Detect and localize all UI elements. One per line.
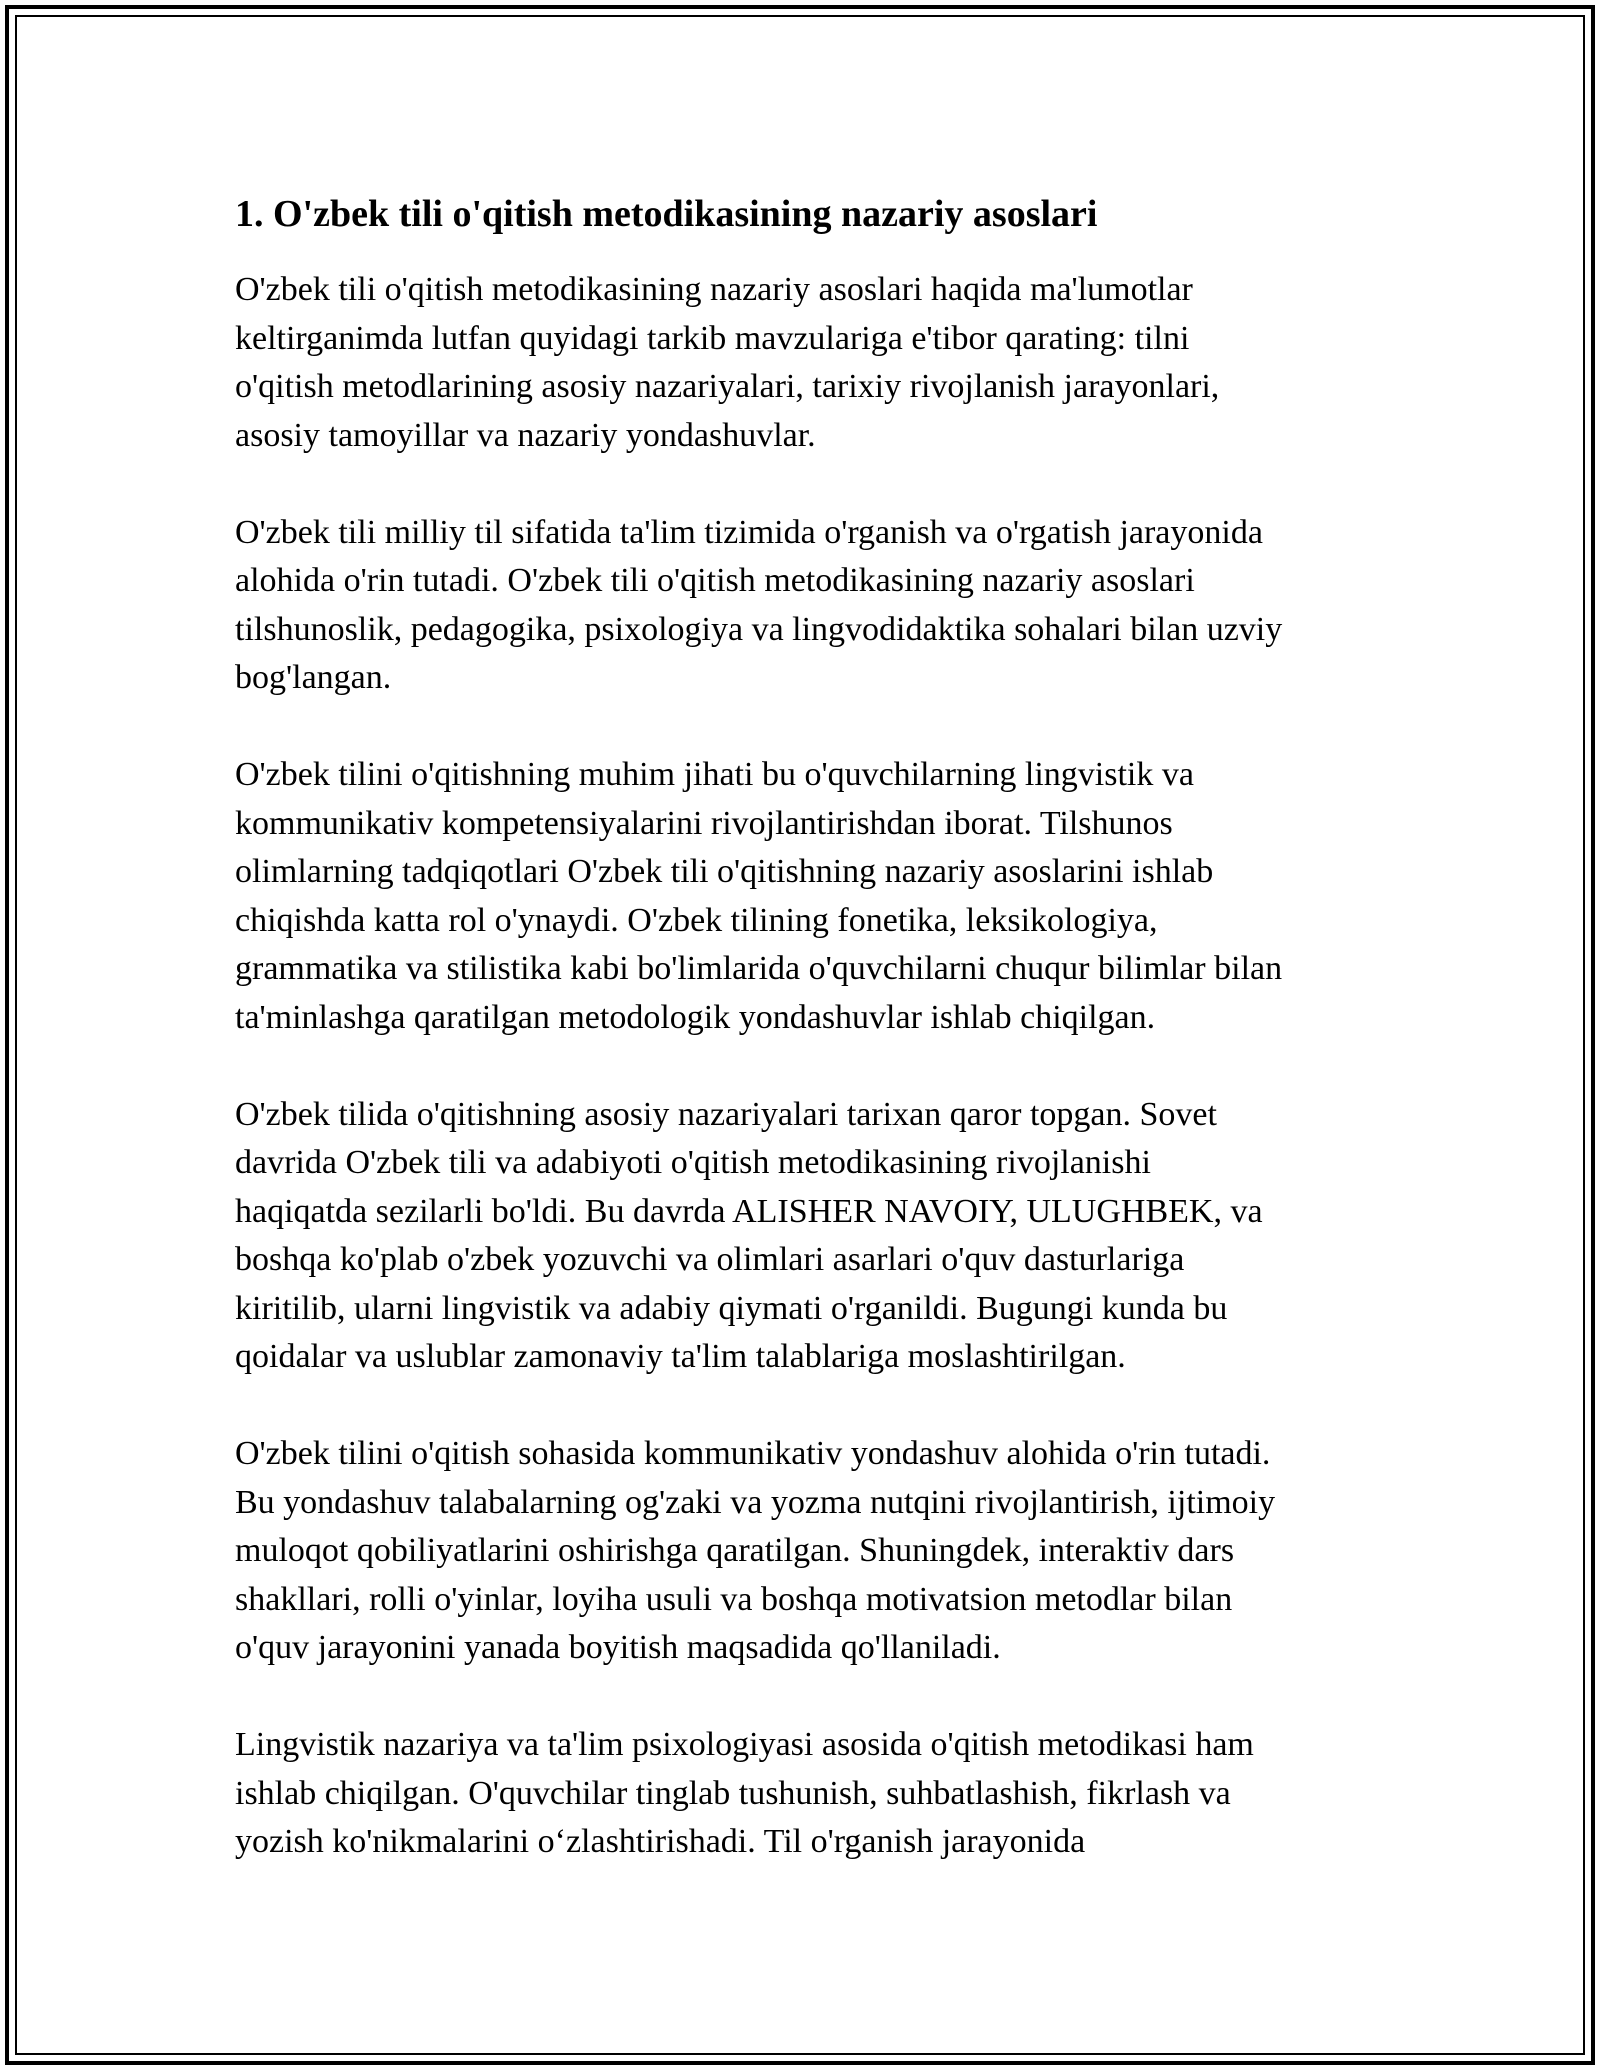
paragraph-line: O'zbek tilini o'qitish sohasida kommunikativ yondashuv alohida o'rin tutadi. (235, 1435, 1271, 1472)
paragraph-line: keltirganimda lutfan quyidagi tarkib mavzulariga e'tibor qarating: tilni (235, 319, 1190, 357)
paragraph-line: olimlarning tadqiqotlari O'zbek tili o'qitishning nazariy asoslarini ishlab (235, 853, 1214, 890)
paragraph-line: tilshunoslik, pedagogika, psixologiya va lingvodidaktika sohalari bilan uzviy (235, 610, 1283, 648)
paragraph-line: O'zbek tilida o'qitishning asosiy nazariyalari tarixan qaror topgan. Sovet (235, 1095, 1217, 1133)
document-body (235, 184, 1395, 1867)
paragraph-line: O'zbek tilini o'qitishning muhim jihati bu o'quvchilarning lingvistik va (235, 756, 1194, 793)
paragraph-line: O'zbek tili milliy til sifatida ta'lim tizimida o'rganish va o'rgatish jarayonida (235, 513, 1263, 551)
paragraph-line: boshqa ko'plab o'zbek yozuvchi va olimlari asarlari o'quv dasturlariga (235, 1241, 1185, 1278)
paragraph-line: kommunikativ kompetensiyalarini rivojlantirishdan iborat. Tilshunos (235, 804, 1173, 842)
paragraph (235, 1091, 1395, 1382)
paragraph-line: asosiy tamoyillar va nazariy yondashuvlar. (235, 416, 816, 454)
paragraph (235, 266, 1395, 460)
paragraph-line: grammatika va stilistika kabi bo'limlarida o'quvchilarni chuqur bilimlar bilan (235, 950, 1283, 987)
paragraphs-container (235, 266, 1395, 1867)
paragraph-line: Bu yondashuv talabalarning og'zaki va yozma nutqini rivojlantirish, ijtimoiy (235, 1483, 1276, 1521)
paragraph-line: ta'minlashga qaratilgan metodologik yondashuvlar ishlab chiqilgan. (235, 998, 1156, 1036)
paragraph-line: o'quv jarayonini yanada boyitish maqsadida qo'llaniladi. (235, 1629, 1001, 1666)
paragraph-line: ishlab chiqilgan. O'quvchilar tinglab tushunish, suhbatlashish, fikrlash va (235, 1774, 1231, 1812)
paragraph-line: alohida o'rin tutadi. O'zbek tili o'qitish metodikasining nazariy asoslari (235, 562, 1195, 599)
paragraph-line: yozish ko'nikmalarini o‘zlashtirishadi. Til o'rganish jarayonida (235, 1823, 1086, 1860)
paragraph (235, 1430, 1395, 1673)
paragraph-line: O'zbek tili o'qitish metodikasining nazariy asoslari haqida ma'lumotlar (235, 271, 1193, 308)
paragraph (235, 509, 1395, 703)
paragraph-line: davrida O'zbek tili va adabiyoti o'qitish metodikasining rivojlanishi (235, 1144, 1151, 1181)
paragraph-line: kiritilib, ularni lingvistik va adabiy qiymati o'rganildi. Bugungi kunda bu (235, 1289, 1228, 1327)
paragraph-line: bog'langan. (235, 659, 392, 696)
paragraph-line: qoidalar va uslublar zamonaviy ta'lim talablariga moslashtirilgan. (235, 1338, 1126, 1375)
paragraph-line: haqiqatda sezilarli bo'ldi. Bu davrda ALISHER NAVOIY, ULUGHBEK, va (235, 1192, 1263, 1230)
paragraph-line: shakllari, rolli o'yinlar, loyiha usuli va boshqa motivatsion metodlar bilan (235, 1580, 1233, 1618)
paragraph-line: muloqot qobiliyatlarini oshirishga qaratilgan. Shuningdek, interaktiv dars (235, 1532, 1235, 1569)
paragraph-line: o'qitish metodlarining asosiy nazariyalari, tarixiy rivojlanish jarayonlari, (235, 368, 1220, 405)
section-heading: 1. O'zbek tili o'qitish metodikasining nazariy asoslari (235, 193, 1098, 235)
paragraph (235, 751, 1395, 1042)
paragraph-line: chiqishda katta rol o'ynaydi. O'zbek tilining fonetika, leksikologiya, (235, 901, 1158, 939)
paragraph-line: Lingvistik nazariya va ta'lim psixologiyasi asosida o'qitish metodikasi ham (235, 1726, 1254, 1763)
paragraph (235, 1721, 1395, 1867)
